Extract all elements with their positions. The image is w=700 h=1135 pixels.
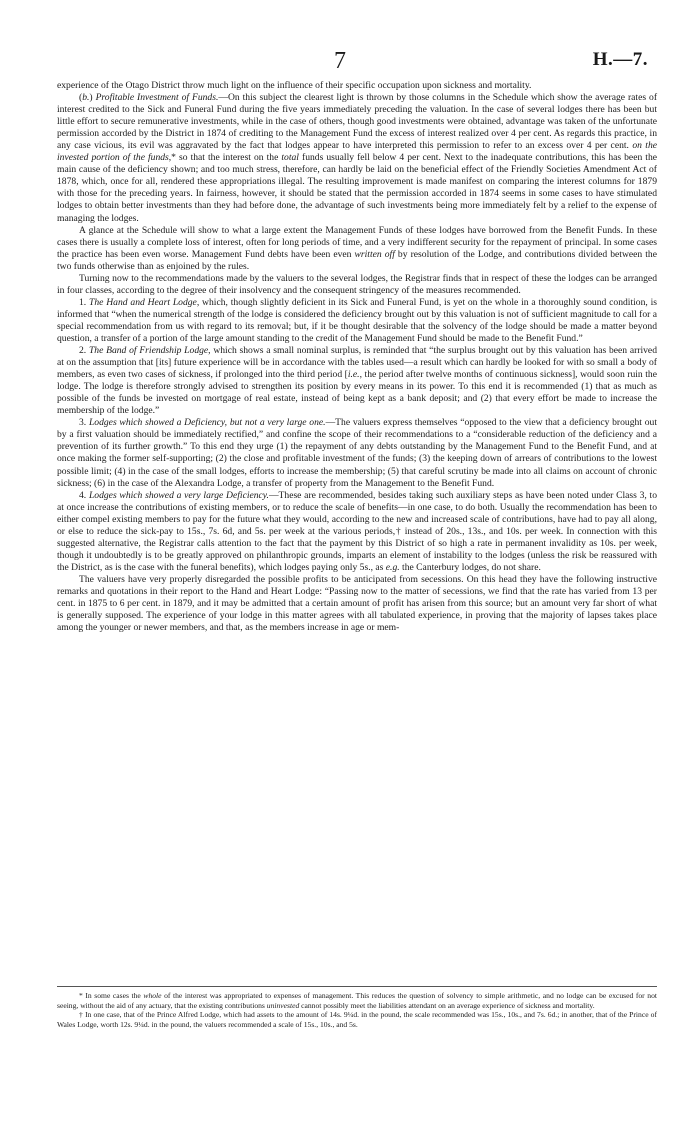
paragraph: The valuers have very properly disregarded the possible profits to be anticipated from secessions. On this head they have the following instructive remarks and quotations in their report to the Hand and Heart Lodge: “Passing now to the matter of secessions, we find that the rate has varied from 13 per cent. in 1875 to 6 per cent. in 1879, and it may be admitted that a certain amount of profit has arisen from this source; but an amount very far short of what is generally supposed. The experience of your lodge in this matter agrees with all tabulated experience, in proving that the majority of lapses takes place among the younger or newer members, and that, as the members increase in age or mem-: [57, 573, 657, 634]
paragraph: Turning now to the recommendations made by the valuers to the several lodges, the Registrar finds that in respect of these the lodges can be arranged in four classes, according to the degree of their insolvency and the consequent stringency of the measures recommended.: [57, 272, 657, 296]
paragraph: 2. The Band of Friendship Lodge, which shows a small nominal surplus, is reminded that “the surplus brought out by this valuation has been arrived at on the assumption that [its] future experience will be in accordance with the tables used—a result which can hardly be looked for with so small a body of members, as even two cases of sickness, if prolonged into the third period [i.e., the period after twelve months of continuous sickness], would soon ruin the lodge. The lodge is therefore strongly advised to strengthen its position by every means in its power. To this end it is recommended (1) that as much as possible of the funds be invested on mortgage of real estate, instead of being kept as a bank deposit; and (2) that every effort be made to increase the membership of the lodge.”: [57, 345, 657, 417]
footnote: * In some cases the whole of the interest was appropriated to expenses of management. This reduces the question of solvency to simple arithmetic, and no lodge can be excused for not seeing, without the aid of any actuary, that the existing contributions uninvested cannot possibly meet the liabilities attendant on an average experience of sickness and mortality.: [57, 991, 658, 1010]
body-text: [57, 80, 657, 634]
footnote-divider: [57, 986, 657, 987]
paragraph: 1. The Hand and Heart Lodge, which, though slightly deficient in its Sick and Funeral Fund, is yet on the whole in a thoroughly sound condition, is informed that “when the numerical strength of the lodge is considered the deficiency brought out by this valuation is not of sufficient magnitude to call for a special recommendation from us with regard to its removal; but, if it be thought desirable that the solvency of the lodge should be made a matter beyond question, a transfer of a portion of the large amount standing to the credit of the Management Fund should be made to the Benefit Fund.”: [57, 296, 658, 344]
paragraph: 3. Lodges which showed a Deficiency, but not a very large one.—The valuers express themselves “opposed to the view that a deficiency brought out by a first valuation should be immediately rectified,” and confine the scope of their recommendations to a “considerable reduction of the deficiency and a prevention of its further growth.” To this end they urge (1) the repayment of any debts outstanding by the Management Fund to the Benefit Fund, and at once making the former self-supporting; (2) the close and profitable investment of the funds; (3) the keeping down of arrears of contributions to the lowest possible limit; (4) in the case of the small lodges, efforts to increase the membership; (5) that careful scrutiny be made into all claims on account of chronic sickness; (6) in the case of the Alexandra Lodge, a transfer of property from the Management to the Benefit Fund.: [57, 417, 657, 489]
paragraph: experience of the Otago District throw much light on the influence of their specific occupation upon sickness and mortality.: [57, 80, 532, 91]
paragraph: (b.) Profitable Investment of Funds.—On this subject the clearest light is thrown by those columns in the Schedule which show the average rates of interest credited to the Sick and Funeral Fund during the five years immediately preceding the valuation. In the case of several lodges there has been but little effort to secure remunerative investments, while in the case of others, though good investments were obtained, advantage was taken of the unfortunate permission accorded by the District in 1874 of crediting to the Management Fund the excess of interest realized over 4 per cent. As regards this practice, in any case vicious, its evil was aggravated by the fact that lodges appear to have interpreted this permission to refer to an excess over 4 per cent. on the invested portion of the funds,* so that the interest on the total funds usually fell below 4 per cent. Next to the inadequate contributions, this has been the main cause of the deficiency shown; and too much stress, therefore, can hardly be laid on the beneficial effect of the Friendly Societies Amendment Act of 1878, which, once for all, rendered these appropriations illegal. The resulting improvement is made manifest on comparing the interest columns for 1879 with those for the preceding years. In fairness, however, it should be stated that the permission accorded in 1874 seems in some cases to have stimulated lodges to obtain better investments than they had before done, the advantage of such investments being more immediately felt by a relief to the expense of managing the lodges.: [57, 92, 658, 224]
document-reference: H.—7.: [592, 49, 648, 70]
paragraph: A glance at the Schedule will show to what a large extent the Management Funds of these lodges have borrowed from the Benefit Funds. In these cases there is usually a complete loss of interest, often for long periods of time, and a very indifferent security for the repayment of principal. In some cases the practice has been even worse. Management Fund debts have been even written off by resolution of the Lodge, and contributions divided between the two funds otherwise than as enjoined by the rules.: [57, 224, 657, 272]
paragraph: 4. Lodges which showed a very large Deficiency.—These are recommended, besides taking such auxiliary steps as have been noted under Class 3, to at once increase the contributions of existing members, or to reduce the scale of benefits—in one case, to do both. Usually the recommendation has been to either compel existing members to pay for the future what they would, according to the new and increased scale of contributions, have had to pay all along, or else to reduce the sick-pay to 15s., 7s. 6d, and 5s. per week at the various periods,† instead of 20s., 13s., and 10s. per week. In connection with this suggested alternative, the Registrar calls attention to the fact that the payment by this District of so high a rate in permanent invalidity as 10s. per week, though it undoubtedly is to be greatly approved on philanthropic grounds, imparts an element of instability to the lodges (unless the risk be reassured with the District, as is the case with the funeral benefits), which lodges paying only 5s., as e.g. the Canterbury lodges, do not share.: [57, 489, 658, 573]
footnotes: [57, 991, 657, 1029]
page-number: 7: [334, 48, 346, 74]
footnote: † In one case, that of the Prince Alfred Lodge, which had assets to the amount of 14s. 9¼d. in the pound, the scale recommended was 15s., 10s., and 7s. 6d.; in another, that of the Prince of Wales Lodge, worth 12s. 9¼d. in the pound, the valuers recommended a scale of 15s., 10s., and 5s.: [57, 1010, 657, 1029]
